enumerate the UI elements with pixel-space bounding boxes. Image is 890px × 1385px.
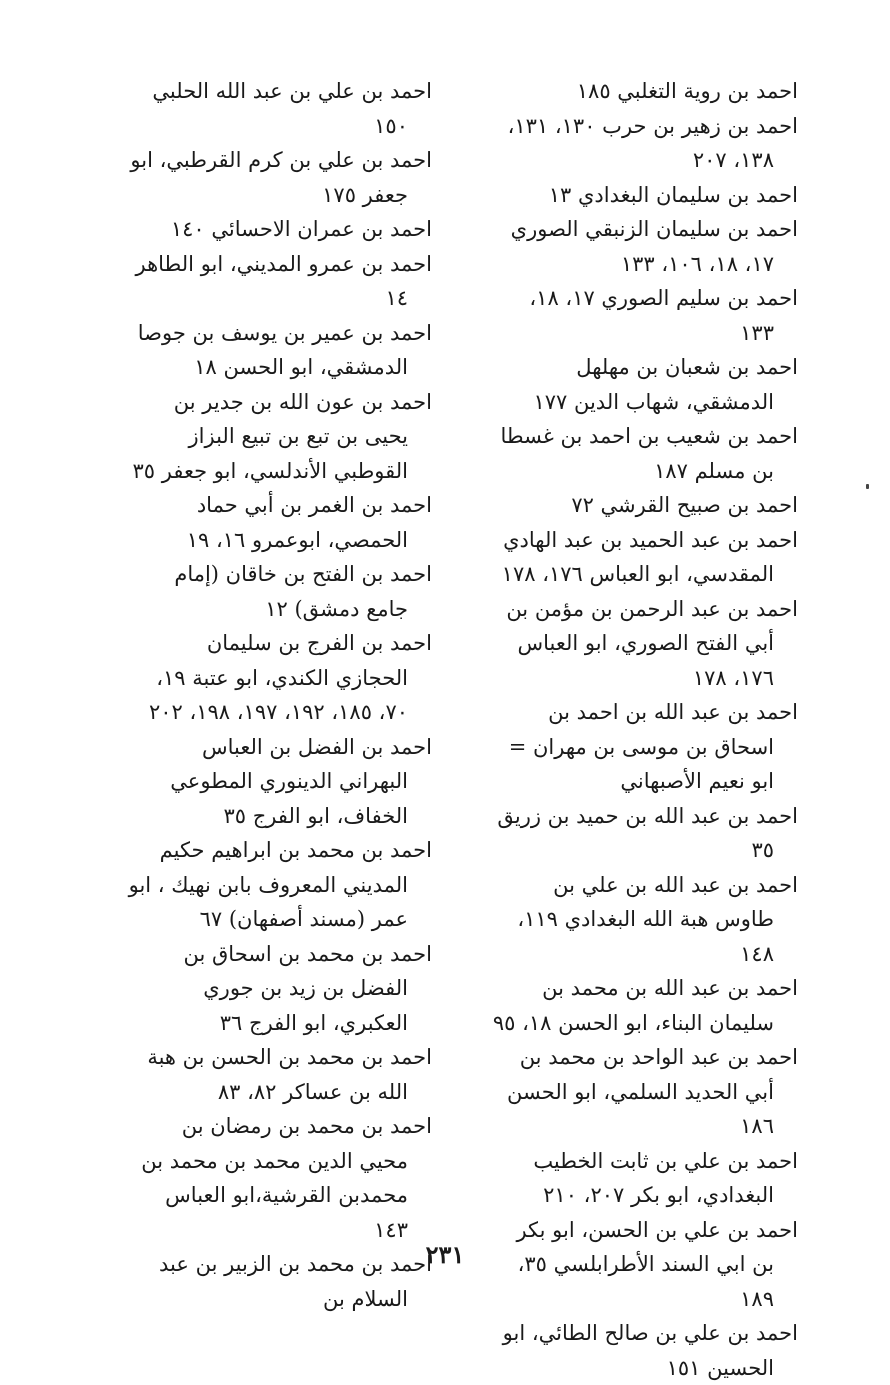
index-column-left bbox=[128, 74, 432, 1316]
index-entry: احمد بن علي بن الحسن، ابو بكر بن ابي السند الأطرابلسي ٣٥، ١٨٩ bbox=[516, 1217, 798, 1311]
index-entry: احمد بن عبد الله بن محمد بن سليمان البناء، ابو الحسن ١٨، ٩٥ bbox=[492, 976, 798, 1035]
index-entry: احمد بن عبد الرحمن بن مؤمن بن أبي الفتح الصوري، ابو العباس ١٧٦، ١٧٨ bbox=[506, 596, 798, 690]
index-entry: احمد بن روية التغلبي ١٨٥ bbox=[576, 79, 798, 103]
index-entry: احمد بن شعبان بن مهلهل الدمشقي، شهاب الدين ١٧٧ bbox=[533, 355, 798, 414]
index-entry: احمد بن عبد الحميد بن عبد الهادي المقدسي، ابو العباس ١٧٦، ١٧٨ bbox=[501, 527, 798, 586]
index-entry: احمد بن الفضل بن العباس البهراني الدينوري المطوعي الخفاف، ابو الفرج ٣٥ bbox=[170, 734, 432, 828]
index-entry: احمد بن عمرو المديني، ابو الطاهر ١٤ bbox=[135, 251, 432, 310]
index-entry: احمد بن عبد الله بن احمد بن اسحاق بن موسى بن مهران = ابو نعيم الأصبهاني bbox=[508, 700, 798, 793]
index-entry: احمد بن الفرج بن سليمان الحجازي الكندي، ابو عتبة ١٩، ٧٠، ١٨٥، ١٩٢، ١٩٧، ١٩٨، ٢٠٢ bbox=[148, 631, 432, 724]
index-entry: احمد بن الغمر بن أبي حماد الحمصي، ابوعمرو ١٦، ١٩ bbox=[186, 493, 432, 552]
index-entry: احمد بن محمد بن الحسن بن هبة الله بن عساكر ٨٢، ٨٣ bbox=[147, 1045, 432, 1104]
index-entry: احمد بن زهير بن حرب ١٣٠، ١٣١، ١٣٨، ٢٠٧ bbox=[507, 113, 798, 172]
index-entry: احمد بن الفتح بن خاقان (إمام جامع دمشق) ١٢ bbox=[174, 562, 432, 621]
index-entry: احمد بن علي بن صالح الطائي، ابو الحسين ١٥١ bbox=[502, 1321, 798, 1380]
index-entry: احمد بن سليمان الزنبقي الصوري ١٧، ١٨، ١٠٦، ١٣٣ bbox=[510, 217, 798, 276]
index-entry: احمد بن محمد بن ابراهيم حكيم المديني المعروف بابن نهيك ، ابو عمر (مسند أصفهان) ٦٧ bbox=[128, 838, 432, 931]
index-entry: احمد بن عبد الواحد بن محمد بن أبي الحديد السلمي، ابو الحسن ١٨٦ bbox=[507, 1045, 798, 1138]
index-entry: احمد بن سليمان البغدادي ١٣ bbox=[548, 182, 798, 207]
index-entry: احمد بن محمد بن الزبير بن عبد السلام بن bbox=[159, 1252, 432, 1311]
index-entry: احمد بن علي بن كرم القرطبي، ابو جعفر ١٧٥ bbox=[130, 148, 432, 207]
index-entry: احمد بن عبد الله بن حميد بن زريق ٣٥ bbox=[497, 803, 798, 862]
index-entry: احمد بن سليم الصوري ١٧، ١٨، ١٣٣ bbox=[529, 286, 798, 345]
index-entry: احمد بن عمير بن يوسف بن جوصا الدمشقي، ابو الحسن ١٨ bbox=[137, 320, 432, 379]
index-entry: احمد بن علي بن ثابت الخطيب البغدادي، ابو بكر ٢٠٧، ٢١٠ bbox=[533, 1148, 798, 1207]
index-entry: احمد بن عون الله بن جدير بن يحيى بن تبع بن تبيع البزاز القوطبي الأندلسي، ابو جعفر ٣٥ bbox=[132, 389, 432, 483]
index-entry: احمد بن عمران الاحسائي ١٤٠ bbox=[170, 217, 432, 241]
index-entry: احمد بن صبيح القرشي ٧٢ bbox=[571, 493, 798, 517]
index-column-right bbox=[492, 74, 798, 1385]
index-entry: احمد بن شعيب بن احمد بن غسطا بن مسلم ١٨٧ bbox=[500, 424, 798, 483]
margin-mark bbox=[866, 484, 869, 489]
index-entry: احمد بن علي بن عبد الله الحلبي ١٥٠ bbox=[152, 79, 432, 138]
index-entry: احمد بن عبد الله بن علي بن طاوس هبة الله البغدادي ١١٩، ١٤٨ bbox=[517, 872, 798, 966]
page-number: ٢٣١ bbox=[425, 1240, 465, 1269]
index-entry: احمد بن محمد بن اسحاق بن الفضل بن زيد بن جوري العكبري، ابو الفرج ٣٦ bbox=[183, 941, 432, 1035]
index-entry: احمد بن محمد بن رمضان بن محيي الدين محمد بن محمد بن محمدبن القرشية،ابو العباس ١٤٣ bbox=[141, 1114, 432, 1242]
